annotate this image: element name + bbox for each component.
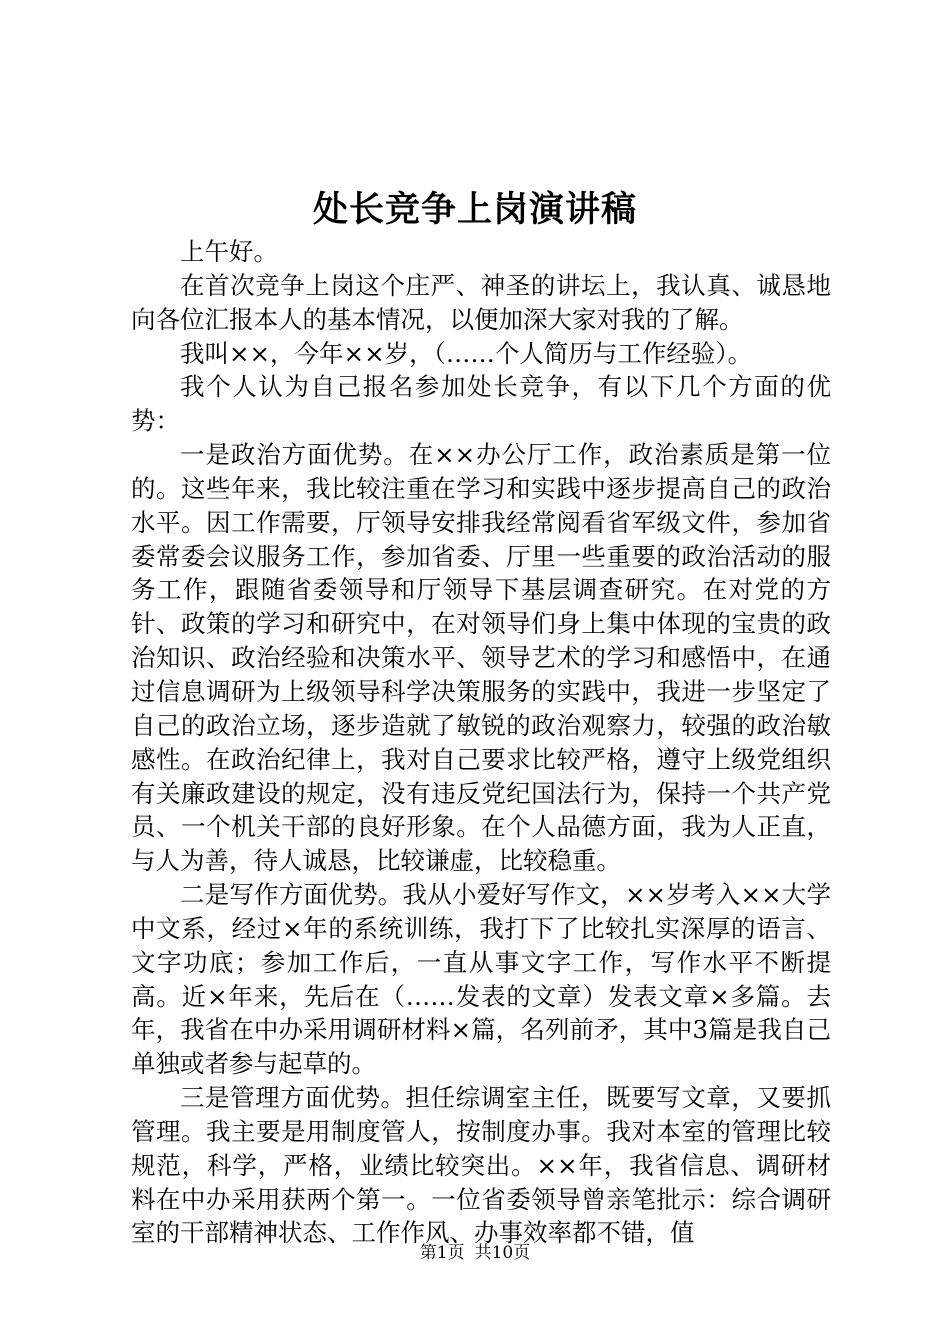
paragraph-advantages-intro: 我个人认为自己报名参加处长竞争，有以下几个方面的优势： bbox=[131, 372, 831, 436]
paragraph-writing-advantage: 二是写作方面优势。我从小爱好写作文，××岁考入××大学中文系，经过×年的系统训练，我打下了比较扎实深厚的语言、文字功底；参加工作后，一直从事文字工作，写作水平不断提高。近×年来，先后在（……发表的文章）发表文章×多篇。去年，我省在中办采用调研材料×篇，名列前矛，其中3篇是我自己单独或者参与起草的。 bbox=[131, 880, 831, 1079]
page-number: 第1页 bbox=[419, 1243, 465, 1263]
paragraph-greeting: 上午好。 bbox=[180, 237, 278, 266]
document-title: 处长竞争上岗演讲稿 bbox=[312, 189, 637, 230]
paragraph-management-advantage: 三是管理方面优势。担任综调室主任，既要写文章，又要抓管理。我主要是用制度管人，按制度办事。我对本室的管理比较规范，科学，严格，业绩比较突出。××年，我省信息、调研材料在中办采用获两个第一。一位省委领导曾亲笔批示：综合调研室的干部精神状态、工作作风、办事效率都不错，值 bbox=[131, 1083, 831, 1248]
paragraph-political-advantage: 一是政治方面优势。在××办公厅工作，政治素质是第一位的。这些年来，我比较注重在学习和实践中逐步提高自己的政治水平。因工作需要，厅领导安排我经常阅看省军级文件，参加省委常委会议服务工作，参加省委、厅里一些重要的政治活动的服务工作，跟随省委领导和厅领导下基层调查研究。在对党的方针、政策的学习和研究中，在对领导们身上集中体现的宝贵的政治知识、政治经验和决策水平、领导艺术的学习和感悟中，在通过信息调研为上级领导科学决策服务的实践中，我进一步坚定了自己的政治立场，逐步造就了敏锐的政治观察力，较强的政治敏感性。在政治纪律上，我对自己要求比较严格，遵守上级党组织有关廉政建设的规定，没有违反党纪国法行为，保持一个共产党员、一个机关干部的良好形象。在个人品德方面，我为人正直，与人为善，待人诚恳，比较谦虚，比较稳重。 bbox=[131, 440, 831, 876]
document-body bbox=[131, 235, 831, 1250]
paragraph-self-intro: 我叫××，今年××岁，（……个人简历与工作经验）。 bbox=[180, 338, 753, 368]
page-footer bbox=[0, 1241, 950, 1265]
paragraph-introduction: 在首次竞争上岗这个庄严、神圣的讲坛上，我认真、诚恳地向各位汇报本人的基本情况，以便加深大家对我的了解。 bbox=[131, 270, 831, 334]
page-total: 共10页 bbox=[474, 1243, 531, 1263]
